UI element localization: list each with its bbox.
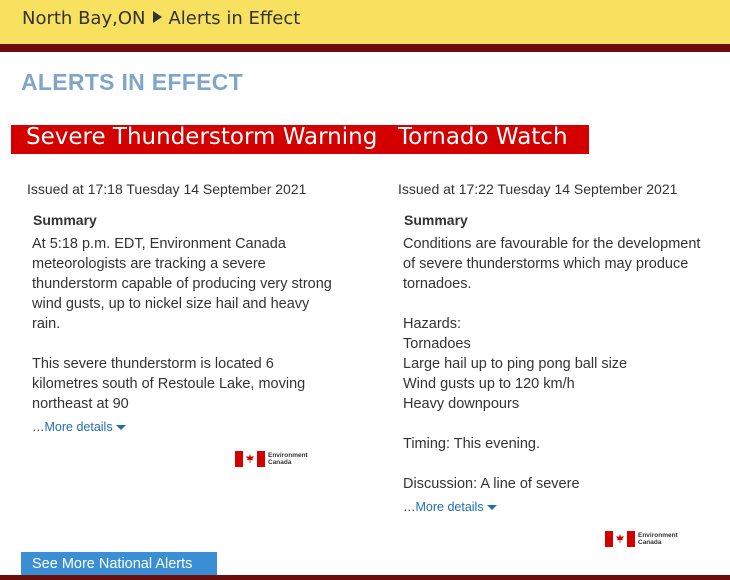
issued-time: Issued at 17:22 Tuesday 14 September 2021 — [398, 181, 678, 197]
summary-heading: Summary — [33, 212, 97, 228]
top-bar — [0, 0, 730, 52]
canada-flag-icon — [235, 451, 265, 467]
tab-severe-thunderstorm-warning[interactable]: Severe Thunderstorm Warning — [26, 124, 378, 150]
more-details-link[interactable] — [32, 420, 357, 434]
triangle-right-icon — [153, 11, 162, 23]
alert-panel-tornado — [398, 181, 718, 514]
environment-canada-logo — [605, 531, 678, 547]
more-details-label[interactable]: More details — [44, 420, 113, 434]
issued-time: Issued at 17:18 Tuesday 14 September 2021 — [27, 181, 307, 197]
logo-line1: Environment — [638, 532, 678, 539]
canada-flag-icon — [605, 531, 635, 547]
breadcrumb-location[interactable]: North Bay,ON — [22, 8, 146, 29]
page-title: ALERTS IN EFFECT — [21, 69, 244, 95]
more-details-link[interactable] — [403, 500, 718, 514]
breadcrumb-page: Alerts in Effect — [168, 8, 301, 29]
caret-down-icon[interactable] — [116, 425, 126, 430]
alert-summary-text: At 5:18 p.m. EDT, Environment Canada meteorologists are tracking a severe thunderstorm capable of producing very strong wind gusts, up to nickel size hail and heavy rain. This severe thunderstorm is located 6 kilometres south of Restoule Lake, moving northeast at 90 — [32, 236, 332, 412]
logo-line2: Canada — [638, 539, 662, 546]
logo-line2: Canada — [268, 459, 292, 466]
bottom-border — [0, 575, 730, 580]
ellipsis: … — [32, 420, 45, 434]
logo-line1: Environment — [268, 452, 308, 459]
alert-tabs — [11, 125, 589, 154]
summary-heading: Summary — [404, 212, 468, 228]
alert-summary-text: Conditions are favourable for the development of severe thunderstorms which may produce tornadoes. Hazards: Tornadoes Large hail up to ping pong ball size Wind gusts up to 120 km/h Heavy downpours Timing: This evening. Discussion: A line of severe — [403, 236, 701, 492]
caret-down-icon[interactable] — [487, 505, 497, 510]
ellipsis: … — [403, 500, 416, 514]
more-details-label[interactable]: More details — [415, 500, 484, 514]
breadcrumb — [22, 8, 300, 29]
environment-canada-logo — [235, 451, 308, 467]
tab-tornado-watch[interactable]: Tornado Watch — [398, 124, 568, 150]
see-more-national-alerts-button[interactable]: See More National Alerts — [21, 552, 217, 576]
alert-panel-thunderstorm — [27, 181, 357, 434]
